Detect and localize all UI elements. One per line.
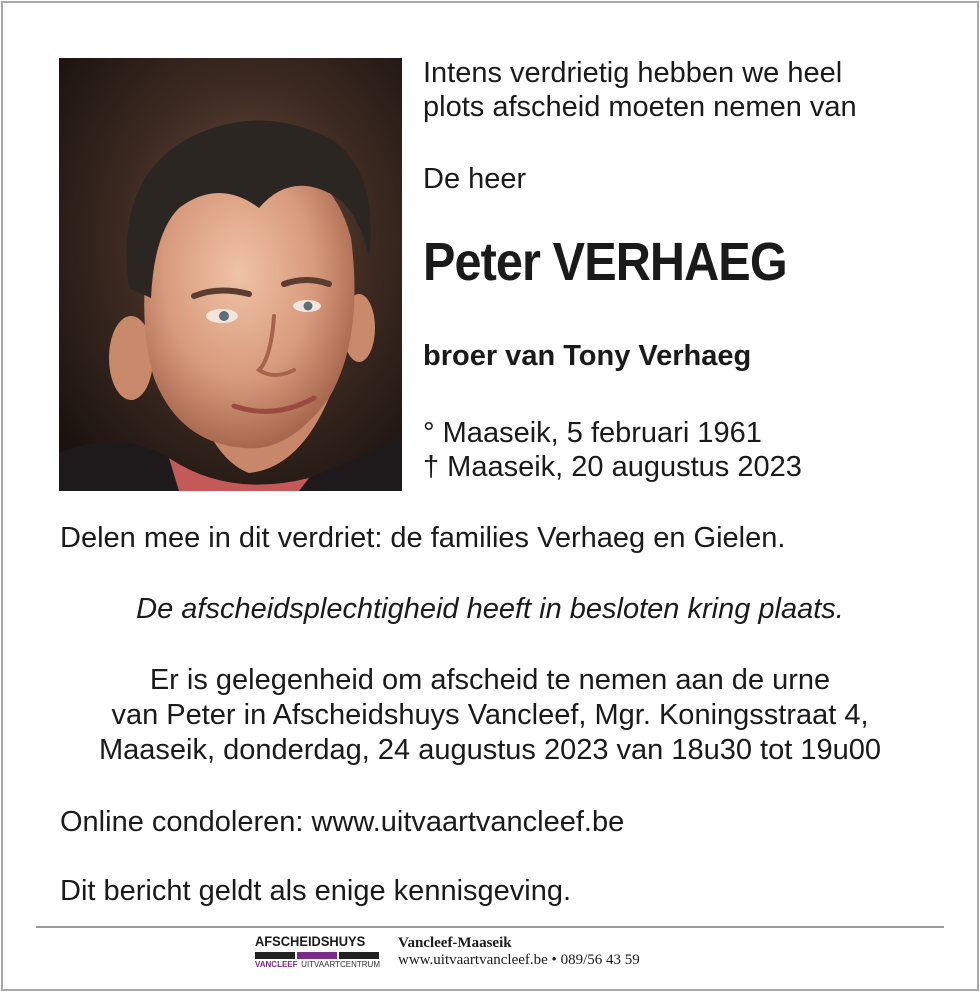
portrait-photo — [59, 58, 402, 491]
footer-company: Vancleef-Maaseik — [398, 935, 512, 951]
honorific: De heer — [423, 163, 527, 195]
logo-bars — [255, 952, 380, 959]
footer-website[interactable]: www.uitvaartvancleef.be — [398, 952, 548, 968]
portrait-illustration — [59, 58, 402, 491]
footer-divider — [36, 926, 944, 928]
intro-line-2: plots afscheid moeten nemen van — [423, 91, 857, 123]
logo-bar-dark — [255, 952, 295, 959]
farewell-line-1: Er is gelegenheid om afscheid te nemen aan de urne — [149, 664, 831, 696]
intro-line-1: Intens verdrietig hebben we heel — [423, 57, 843, 89]
logo-bar-purple — [297, 952, 337, 959]
funeral-home-logo — [255, 933, 380, 973]
footer-phone: 089/56 43 59 — [560, 952, 640, 968]
farewell-line-3: Maaseik, donderdag, 24 augustus 2023 van 18u30 tot 19u00 — [99, 734, 881, 766]
footer-separator: • — [551, 952, 557, 968]
logo-bar-dark-2 — [339, 952, 379, 959]
logo-title: AFSCHEIDSHUYS — [255, 933, 366, 949]
deceased-name: Peter VERHAEG — [423, 232, 787, 292]
condolences-text: Online condoleren: www.uitvaartvancleef.be — [60, 806, 625, 838]
logo-sub-left: VANCLEEF — [255, 960, 298, 969]
birth-line: ° Maaseik, 5 februari 1961 — [423, 417, 762, 449]
farewell-text — [0, 663, 980, 768]
death-line: † Maaseik, 20 augustus 2023 — [423, 451, 802, 483]
intro-text — [423, 56, 857, 124]
notice-text: Dit bericht geldt als enige kennisgeving. — [60, 875, 572, 907]
footer-contact — [398, 951, 640, 969]
farewell-line-2: van Peter in Afscheidshuys Vancleef, Mgr. Koningsstraat 4, — [111, 699, 869, 731]
life-dates — [423, 416, 802, 484]
relation-text: broer van Tony Verhaeg — [423, 340, 752, 372]
ceremony-text: De afscheidsplechtigheid heeft in besloten kring plaats. — [136, 593, 844, 625]
shared-grief-text: Delen mee in dit verdriet: de families Verhaeg en Gielen. — [60, 522, 786, 554]
logo-subtitle — [255, 960, 380, 970]
logo-sub-right: UITVAARTCENTRUM — [301, 960, 380, 969]
